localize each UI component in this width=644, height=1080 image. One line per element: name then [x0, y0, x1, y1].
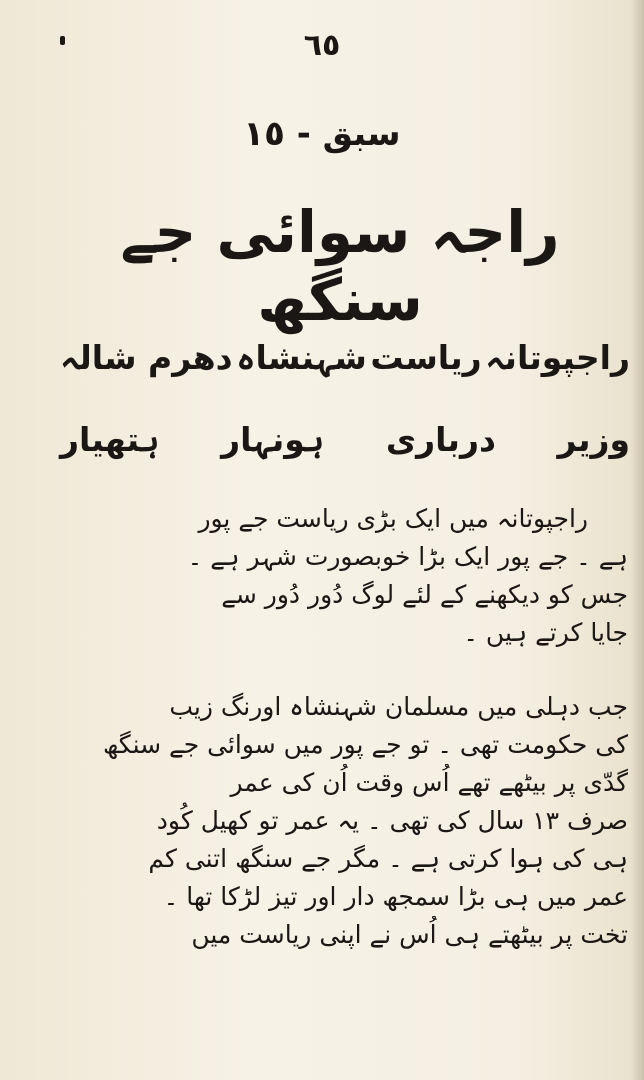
text-line: عمر میں ہی بڑا سمجھ دار اور تیز لڑکا تھا ۔: [163, 882, 628, 911]
vocab-word: شہنشاہ: [236, 338, 367, 377]
vocab-word: ہونہار: [221, 420, 325, 459]
text-line: جایا کرتے ہیں ۔: [463, 618, 628, 647]
vocabulary-row-2: [60, 420, 630, 459]
text-line: کی حکومت تھی ۔ تو جے پور میں سوائی جے سنگھ: [103, 730, 628, 759]
vocab-word: درباری: [385, 420, 496, 459]
text-line: ہی کی ہوا کرتی ہے ۔ مگر جے سنگھ اتنی کم: [148, 844, 628, 873]
vocab-word: دھرم شالہ: [60, 338, 233, 377]
lesson-heading: سبق - ١٥: [243, 114, 401, 154]
text-line: گدّی پر بیٹھے تھے اُس وقت اُن کی عمر: [230, 768, 628, 797]
text-line: جس کو دیکھنے کے لئے لوگ دُور دُور سے: [221, 580, 628, 609]
text-line: صرف ١٣ سال کی تھی ۔ یہ عمر تو کھیل کُود: [156, 806, 628, 835]
text-line: تخت پر بیٹھتے ہی اُس نے اپنی ریاست میں: [191, 920, 628, 949]
paragraph-2: [66, 688, 628, 954]
vocab-word: ہتھیار: [60, 420, 160, 459]
page-number: ٦٥: [303, 28, 341, 63]
lesson-title: راجہ سوائی جے سنگھ: [120, 198, 560, 334]
paragraph-1: [66, 500, 628, 652]
vocab-word: وزیر: [557, 420, 630, 459]
text-line: جب دہلی میں مسلمان شہنشاہ اورنگ زیب: [169, 692, 628, 721]
vocabulary-row-1: [60, 338, 630, 377]
text-line: ہے ۔ جے پور ایک بڑا خوبصورت شہر ہے ۔: [187, 542, 628, 571]
vocab-word: راجپوتانہ: [485, 338, 630, 377]
page-edge-shadow: [630, 0, 644, 1080]
text-line: راجپوتانہ میں ایک بڑی ریاست جے پور: [198, 504, 588, 533]
vocab-word: ریاست: [370, 338, 482, 377]
